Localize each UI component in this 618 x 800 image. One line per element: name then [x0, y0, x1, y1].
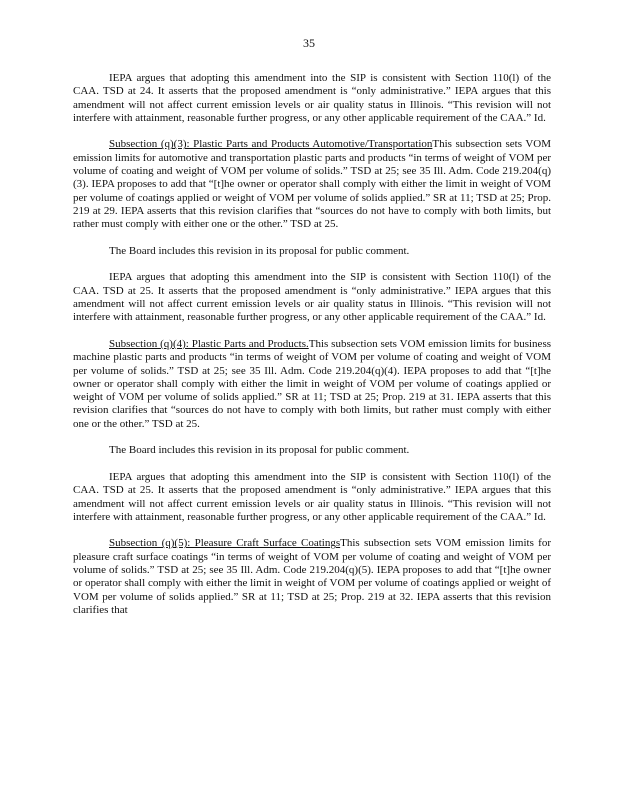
paragraph-5-text: This subsection sets VOM emission limits for business machine plastic parts and products “in terms of weight of VOM per volume of coating and weight of VOM per volume of solids.” TSD at 25; see 35 Ill. Adm. Code 219.204(q)(4). IEPA proposes to add that “[t]he owner or operator shall comply with either the limit in weight of VOM per volume of coatings applied or weight of VOM per volume of solids applied.” SR at 11; TSD at 25; Prop. 219 at 31. IEPA asserts that this revision clarifies that “sources do not have to comply with both limits, but rather must comply with either one or the other.” TSD at 25. [73, 337, 552, 430]
section-heading-q4: Subsection (q)(4): Plastic Parts and Products. [109, 337, 309, 350]
paragraph-4 [73, 271, 551, 324]
paragraph-4-text: IEPA argues that adopting this amendment into the SIP is consistent with Section 110(l) of the CAA. TSD at 25. It asserts that the proposed amendment is “only administrative.” IEPA argues that this amendment will not affect current emission levels or air quality status in Illinois. “This revision will not interfere with attainment, reasonable further progress, or any other applicable requirement of the CAA.” Id. [73, 271, 551, 324]
paragraph-3 [73, 245, 551, 258]
paragraph-8 [73, 537, 551, 617]
paragraph-2-text: This subsection sets VOM emission limits for automotive and transportation plastic parts and products “in terms of weight of VOM per volume of coating and weight of VOM per volume of solids.” TSD at 25; see 35 Ill. Adm. Code 219.204(q)(3). IEPA proposes to add that “[t]he owner or operator shall comply with either the limit in weight of VOM per volume of coatings applied or weight of VOM per volume of solids applied.” SR at 11; TSD at 25; Prop. 219 at 29. IEPA asserts that this revision clarifies that “sources do not have to comply with both limits, but rather must comply with either one or the other.” TSD at 25. [73, 138, 551, 231]
document-body [73, 72, 551, 630]
paragraph-7 [73, 471, 551, 524]
paragraph-8-text: This subsection sets VOM emission limits for pleasure craft surface coatings “in terms of weight of VOM per volume of coating and weight of VOM per volume of solids.” TSD at 25; see 35 Ill. Adm. Code 219.204(q)(5). IEPA proposes to add that “[t]he owner or operator shall comply with either the limit in weight of VOM per volume of coatings applied or weight of VOM per volume of solids applied.” SR at 11; TSD at 25; Prop. 219 at 32. IEPA asserts that this revision clarifies that [73, 537, 551, 616]
section-heading-q3: Subsection (q)(3): Plastic Parts and Products Automotive/Transportation [109, 138, 433, 151]
paragraph-6-text: The Board includes this revision in its proposal for public comment. [109, 444, 410, 457]
paragraph-1 [73, 72, 551, 125]
paragraph-6 [73, 444, 551, 457]
paragraph-7-text: IEPA argues that adopting this amendment into the SIP is consistent with Section 110(l) of the CAA. TSD at 25. It asserts that the proposed amendment is “only administrative.” IEPA argues that this amendment will not affect current emission levels or air quality status in Illinois. “This revision will not interfere with attainment, reasonable further progress, or any other applicable requirement of the CAA.” Id. [73, 470, 551, 523]
paragraph-3-text: The Board includes this revision in its proposal for public comment. [109, 244, 410, 257]
section-heading-q5: Subsection (q)(5): Pleasure Craft Surface Coatings [109, 537, 341, 550]
paragraph-5 [73, 338, 551, 431]
paragraph-2 [73, 138, 551, 231]
page-number: 35 [303, 36, 315, 50]
paragraph-1-text: IEPA argues that adopting this amendment into the SIP is consistent with Section 110(l) of the CAA. TSD at 24. It asserts that the proposed amendment is “only administrative.” IEPA argues that this amendment will not affect current emission levels or air quality status in Illinois. “This revision will not interfere with attainment, reasonable further progress, or any other applicable requirement of the CAA.” Id. [73, 72, 551, 124]
